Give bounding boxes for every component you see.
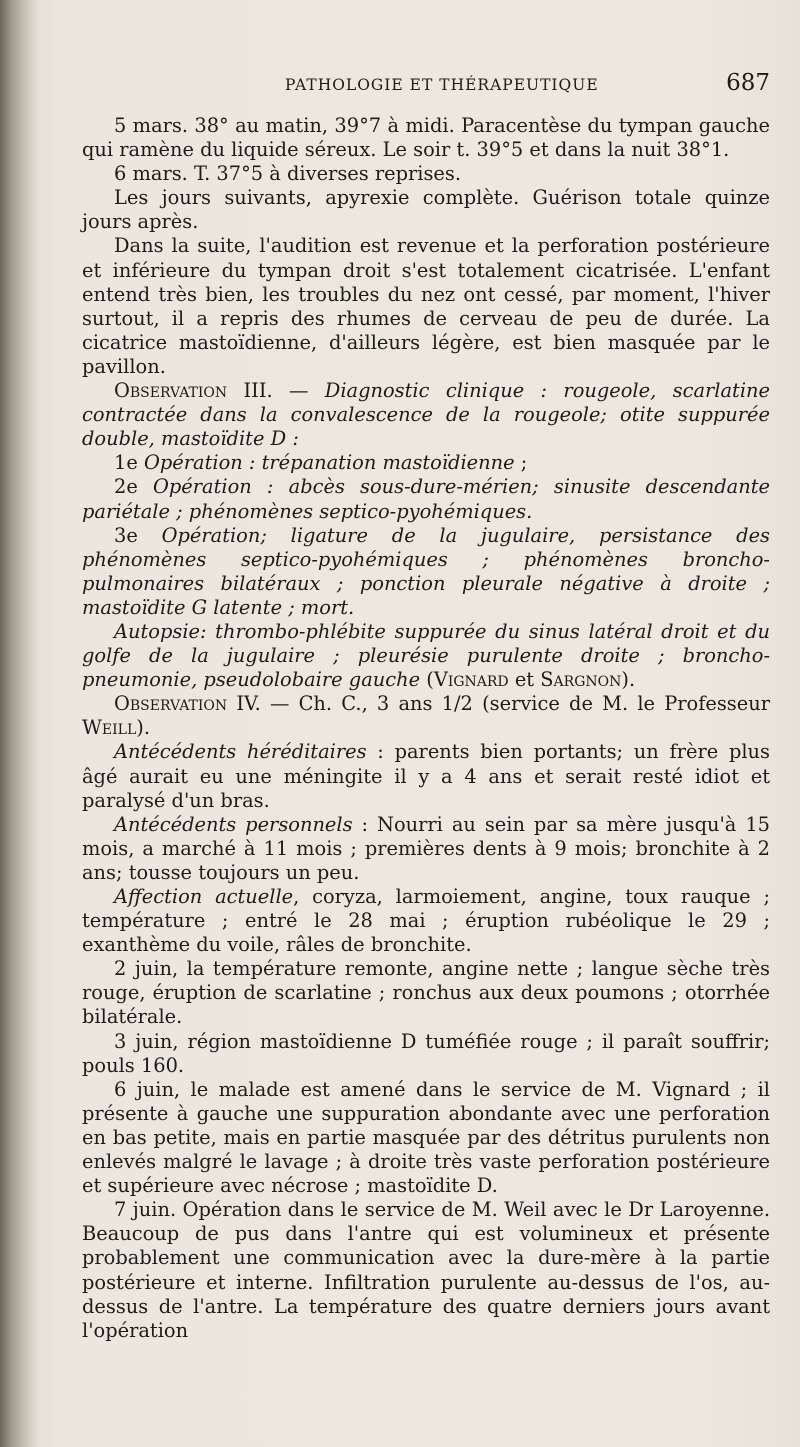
paragraph: 7 juin. Opération dans le service de M. Weil avec le Dr Laroyenne. Beaucoup de pus dans l'antre qui est volumineux et présente probablement une communication avec la dure-mère à la partie postérieure et interne. Infiltration purulente au-dessus de l'os, au-dessus de l'antre. La température des quatre derniers jours avant l'opération	[82, 1198, 770, 1342]
paragraph: 3 juin, région mastoïdienne D tuméfiée rouge ; il paraît souffrir; pouls 160.	[82, 1029, 770, 1077]
paragraph: Dans la suite, l'audition est revenue et la perforation postérieure et inférieure du tympan droit s'est totalement cicatrisée. L'enfant entend très bien, les troubles du nez ont cessé, par moment, l'hiver surtout, il a repris des rhumes de cerveau de peu de durée. La cicatrice mastoïdienne, d'ailleurs légère, est bien masquée par le pavillon.	[82, 234, 770, 378]
operation-item: 3e Opération; ligature de la jugulaire, persistance des phénomènes septico-pyohémiques ; phénomènes broncho-pulmonaires bilatéraux ; ponction pleurale négative à droite ; mastoïdite G latente ; mort.	[82, 523, 771, 619]
body-text	[82, 114, 770, 1343]
paragraph: 6 juin, le malade est amené dans le service de M. Vignard ; il présente à gauche une suppuration abondante avec une perforation en bas petite, mais en partie masquée par des détritus purulents non enlevés malgré le lavage ; à droite très vaste perforation postérieure et supérieure avec nécrose ; mastoïdite D.	[82, 1077, 770, 1198]
observation-label: Observation	[114, 692, 228, 716]
autopsy-paragraph: Autopsie: thrombo-phlébite suppurée du sinus latéral droit et du golfe de la jugulaire ; pleurésie purulente droite ; broncho-pneumonie, pseudolobaire gauche (Vignard et Sargnon).	[82, 619, 770, 692]
paragraph: Antécédents héréditaires : parents bien portants; un frère plus âgé aurait eu une méningite il y a 4 ans et serait resté idiot et paralysé d'un bras.	[82, 740, 770, 812]
observation-label: Observation	[114, 379, 228, 403]
paragraph: 5 mars. 38° au matin, 39°7 à midi. Paracentèse du tympan gauche qui ramène du liquide séreux. Le soir t. 39°5 et dans la nuit 38°1.	[82, 114, 770, 162]
paragraph: Affection actuelle, coryza, larmoiement, angine, toux rauque ; température ; entré le 28 mai ; éruption rubéolique le 29 ; exanthème du voile, râles de bronchite.	[82, 885, 770, 957]
observation-4-heading: Observation IV. — Ch. C., 3 ans 1/2 (service de M. le Professeur Weill).	[82, 692, 770, 740]
paragraph: 6 mars. T. 37°5 à diverses reprises.	[114, 162, 462, 186]
observation-3-heading: Observation III. — Diagnostic clinique : rougeole, scarlatine contractée dans la convalescence de la rougeole; otite suppurée double, mastoïdite D :	[82, 379, 770, 451]
paragraph: 2 juin, la température remonte, angine nette ; langue sèche très rouge, éruption de scarlatine ; ronchus aux deux poumons ; otorrhée bilatérale.	[82, 957, 770, 1029]
running-head: PATHOLOGIE ET THÉRAPEUTIQUE	[285, 76, 599, 94]
paragraph: Les jours suivants, apyrexie complète. Guérison totale quinze jours après.	[82, 186, 770, 234]
book-spine-shadow	[0, 0, 40, 1447]
operation-item: 1e Opération : trépanation mastoïdienne ;	[114, 451, 528, 475]
page-number: 687	[726, 70, 770, 96]
page-header	[85, 70, 770, 102]
operation-item: 2e Opération : abcès sous-dure-mérien; sinusite descendante pariétale ; phénomènes septico-pyohémiques.	[82, 475, 770, 523]
paragraph: Antécédents personnels : Nourri au sein par sa mère jusqu'à 15 mois, a marché à 11 mois ; premières dents à 9 mois; bronchite à 2 ans; tousse toujours un peu.	[82, 812, 770, 884]
